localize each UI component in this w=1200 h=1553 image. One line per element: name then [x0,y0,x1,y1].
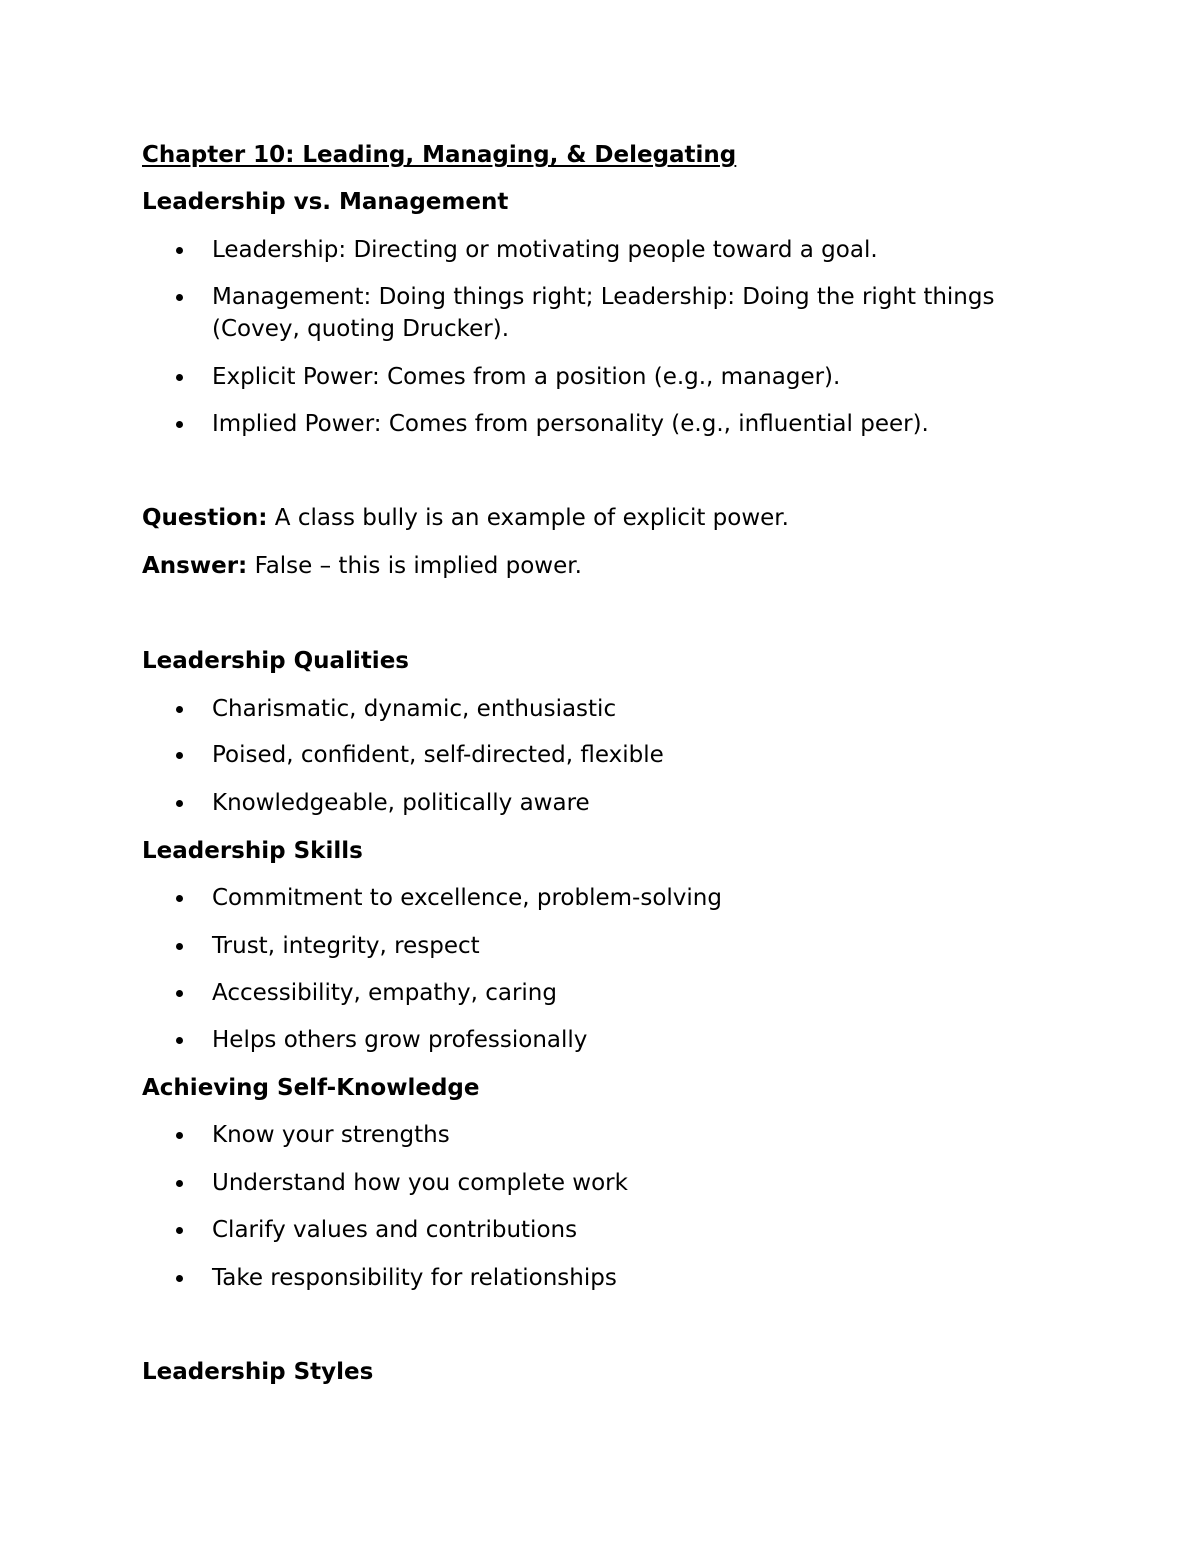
question-text: A class bully is an example of explicit power. [267,505,789,531]
section-heading-skills: Leadership Skills [142,838,363,864]
bullet-icon [176,1275,183,1282]
bullet-icon [176,1132,183,1139]
bullet-icon [176,800,183,807]
bullet-icon [176,895,183,902]
list-item: Leadership: Directing or motivating people toward a goal. [212,237,878,263]
list-item-continuation: (Covey, quoting Drucker). [212,316,510,342]
section-heading-leadership-vs-management: Leadership vs. Management [142,189,509,215]
question-line [142,502,789,534]
section-heading-styles: Leadership Styles [142,1359,374,1385]
list-item: Knowledgeable, politically aware [212,790,590,816]
list-item: Explicit Power: Comes from a position (e.g., manager). [212,364,841,390]
list-item: Management: Doing things right; Leadership: Doing the right things [212,284,995,310]
bullet-icon [176,943,183,950]
list-item: Trust, integrity, respect [212,933,480,959]
section-heading-qualities: Leadership Qualities [142,648,409,674]
list-item: Helps others grow professionally [212,1027,588,1053]
list-item: Accessibility, empathy, caring [212,980,557,1006]
bullet-icon [176,990,183,997]
question-label: Question: [142,505,268,531]
bullet-icon [176,1227,183,1234]
bullet-icon [176,752,183,759]
list-item: Implied Power: Comes from personality (e.g., influential peer). [212,411,929,437]
answer-label: Answer: [142,553,248,579]
bullet-icon [176,1180,183,1187]
answer-text: False – this is implied power. [247,553,582,579]
bullet-icon [176,294,183,301]
list-item: Clarify values and contributions [212,1217,578,1243]
list-item: Understand how you complete work [212,1170,628,1196]
bullet-icon [176,421,183,428]
page-title: Chapter 10: Leading, Managing, & Delegating [142,142,737,168]
bullet-icon [176,1037,183,1044]
list-item: Commitment to excellence, problem-solving [212,885,722,911]
list-item: Take responsibility for relationships [212,1265,617,1291]
bullet-icon [176,374,183,381]
list-item: Poised, confident, self-directed, flexible [212,742,664,768]
answer-line [142,550,582,582]
list-item: Charismatic, dynamic, enthusiastic [212,696,617,722]
list-item: Know your strengths [212,1122,450,1148]
bullet-icon [176,706,183,713]
bullet-icon [176,247,183,254]
section-heading-self-knowledge: Achieving Self-Knowledge [142,1075,480,1101]
